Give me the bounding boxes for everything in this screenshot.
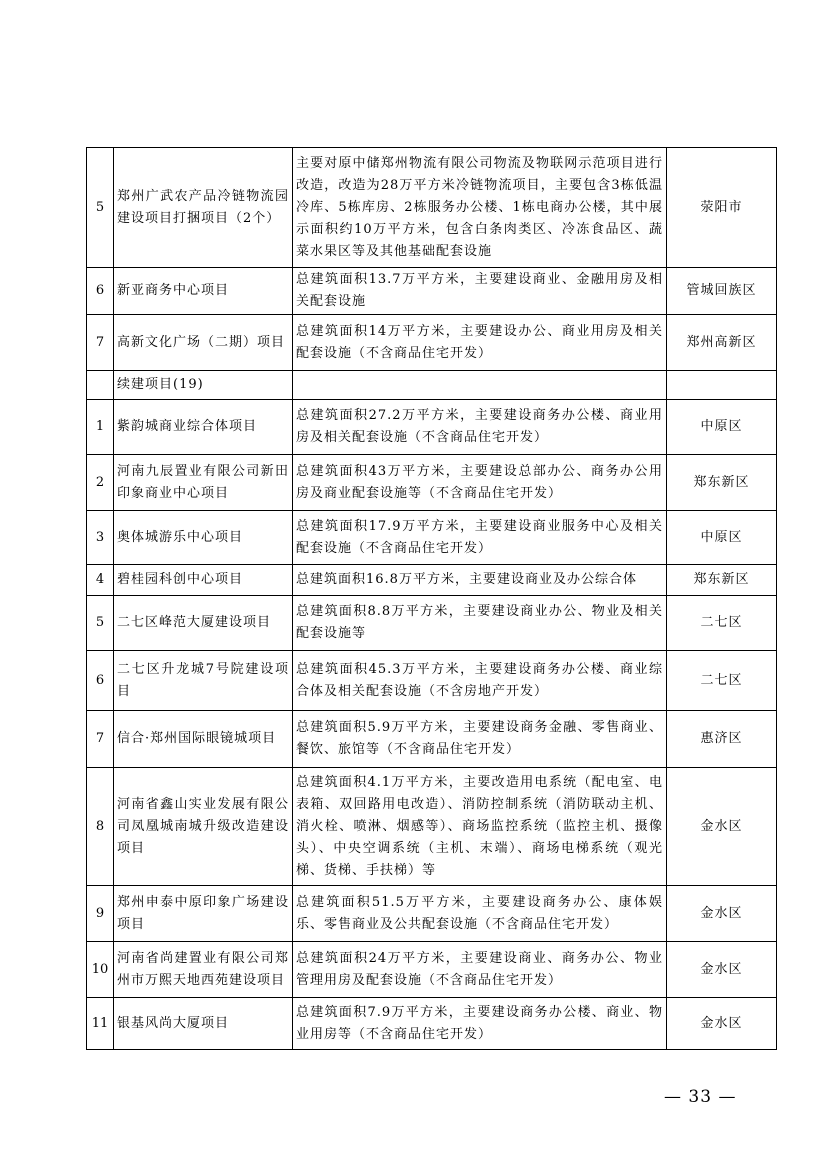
row-number-cell: 11 <box>87 998 114 1050</box>
section-description-cell <box>293 371 667 400</box>
table-row <box>87 315 777 371</box>
row-number-cell: 9 <box>87 886 114 942</box>
row-number-cell: 1 <box>87 400 114 455</box>
project-description-cell: 总建筑面积27.2万平方米，主要建设商务办公楼、商业用房及相关配套设施（不含商品住宅开发） <box>293 400 667 455</box>
project-description-cell: 总建筑面积13.7万平方米，主要建设商业、金融用房及相关配套设施 <box>293 268 667 315</box>
row-number-cell: 5 <box>87 148 114 268</box>
project-name-cell: 河南九辰置业有限公司新田印象商业中心项目 <box>114 455 293 511</box>
project-name-cell: 奥体城游乐中心项目 <box>114 511 293 565</box>
row-number-cell: 6 <box>87 268 114 315</box>
project-description-cell: 总建筑面积43万平方米，主要建设总部办公、商务办公用房及商业配套设施等（不含商品住宅开发） <box>293 455 667 511</box>
project-name-cell: 碧桂园科创中心项目 <box>114 565 293 596</box>
row-number-cell: 5 <box>87 596 114 651</box>
district-cell: 郑东新区 <box>667 455 777 511</box>
district-cell: 二七区 <box>667 651 777 711</box>
table-row <box>87 148 777 268</box>
project-name-cell: 新亚商务中心项目 <box>114 268 293 315</box>
project-name-cell: 河南省鑫山实业发展有限公司凤凰城南城升级改造建设项目 <box>114 768 293 886</box>
project-name-cell: 河南省尚建置业有限公司郑州市万熙天地西苑建设项目 <box>114 942 293 998</box>
district-cell: 管城回族区 <box>667 268 777 315</box>
row-number-cell: 2 <box>87 455 114 511</box>
district-cell: 中原区 <box>667 511 777 565</box>
table-row <box>87 886 777 942</box>
district-cell: 荥阳市 <box>667 148 777 268</box>
section-district-cell <box>667 371 777 400</box>
project-description-cell: 总建筑面积14万平方米，主要建设办公、商业用房及相关配套设施（不含商品住宅开发） <box>293 315 667 371</box>
row-number-cell: 3 <box>87 511 114 565</box>
section-number-cell <box>87 371 114 400</box>
project-description-cell: 总建筑面积8.8万平方米，主要建设商业办公、物业及相关配套设施等 <box>293 596 667 651</box>
table-row <box>87 565 777 596</box>
district-cell: 金水区 <box>667 886 777 942</box>
section-header-row <box>87 371 777 400</box>
table-row <box>87 596 777 651</box>
table-row <box>87 268 777 315</box>
project-description-cell: 总建筑面积17.9万平方米，主要建设商业服务中心及相关配套设施（不含商品住宅开发） <box>293 511 667 565</box>
project-description-cell: 总建筑面积4.1万平方米，主要改造用电系统（配电室、电表箱、双回路用电改造）、消防控制系统（消防联动主机、消火栓、喷淋、烟感等）、商场监控系统（监控主机、摄像头）、中央空调系统（主机、末端）、商场电梯系统（观光梯、货梯、手扶梯）等 <box>293 768 667 886</box>
table-row <box>87 942 777 998</box>
project-name-cell: 郑州申泰中原印象广场建设项目 <box>114 886 293 942</box>
district-cell: 郑州高新区 <box>667 315 777 371</box>
project-description-cell: 主要对原中储郑州物流有限公司物流及物联网示范项目进行改造，改造为28万平方米冷链物流项目，主要包含3栋低温冷库、5栋库房、2栋服务办公楼、1栋电商办公楼，其中展示面积约10万平方米，包含白条肉类区、冷冻食品区、蔬菜水果区等及其他基础配套设施 <box>293 148 667 268</box>
project-description-cell: 总建筑面积16.8万平方米，主要建设商业及办公综合体 <box>293 565 667 596</box>
table-row <box>87 455 777 511</box>
table-row <box>87 998 777 1050</box>
project-name-cell: 二七区升龙城7号院建设项目 <box>114 651 293 711</box>
row-number-cell: 7 <box>87 315 114 371</box>
project-name-cell: 信合·郑州国际眼镜城项目 <box>114 711 293 768</box>
row-number-cell: 10 <box>87 942 114 998</box>
row-number-cell: 7 <box>87 711 114 768</box>
project-description-cell: 总建筑面积51.5万平方米，主要建设商务办公、康体娱乐、零售商业及公共配套设施（不含商品住宅开发） <box>293 886 667 942</box>
project-name-cell: 二七区峰范大厦建设项目 <box>114 596 293 651</box>
district-cell: 金水区 <box>667 942 777 998</box>
row-number-cell: 4 <box>87 565 114 596</box>
page-number: — 33 — <box>664 1087 737 1107</box>
section-label: 续建项目(19) <box>114 371 293 400</box>
project-description-cell: 总建筑面积5.9万平方米，主要建设商务金融、零售商业、餐饮、旅馆等（不含商品住宅开发） <box>293 711 667 768</box>
table-row <box>87 711 777 768</box>
district-cell: 二七区 <box>667 596 777 651</box>
row-number-cell: 8 <box>87 768 114 886</box>
project-description-cell: 总建筑面积45.3万平方米，主要建设商务办公楼、商业综合体及相关配套设施（不含房地产开发） <box>293 651 667 711</box>
project-name-cell: 银基风尚大厦项目 <box>114 998 293 1050</box>
district-cell: 中原区 <box>667 400 777 455</box>
table-row <box>87 651 777 711</box>
project-name-cell: 郑州广武农产品冷链物流园建设项目打捆项目（2个） <box>114 148 293 268</box>
project-description-cell: 总建筑面积7.9万平方米，主要建设商务办公楼、商业、物业用房等（不含商品住宅开发） <box>293 998 667 1050</box>
project-table <box>86 147 777 1050</box>
table-row <box>87 400 777 455</box>
table-row <box>87 511 777 565</box>
project-name-cell: 紫韵城商业综合体项目 <box>114 400 293 455</box>
district-cell: 郑东新区 <box>667 565 777 596</box>
project-description-cell: 总建筑面积24万平方米，主要建设商业、商务办公、物业管理用房及配套设施（不含商品住宅开发） <box>293 942 667 998</box>
district-cell: 金水区 <box>667 998 777 1050</box>
row-number-cell: 6 <box>87 651 114 711</box>
district-cell: 金水区 <box>667 768 777 886</box>
district-cell: 惠济区 <box>667 711 777 768</box>
project-name-cell: 高新文化广场（二期）项目 <box>114 315 293 371</box>
table-row <box>87 768 777 886</box>
